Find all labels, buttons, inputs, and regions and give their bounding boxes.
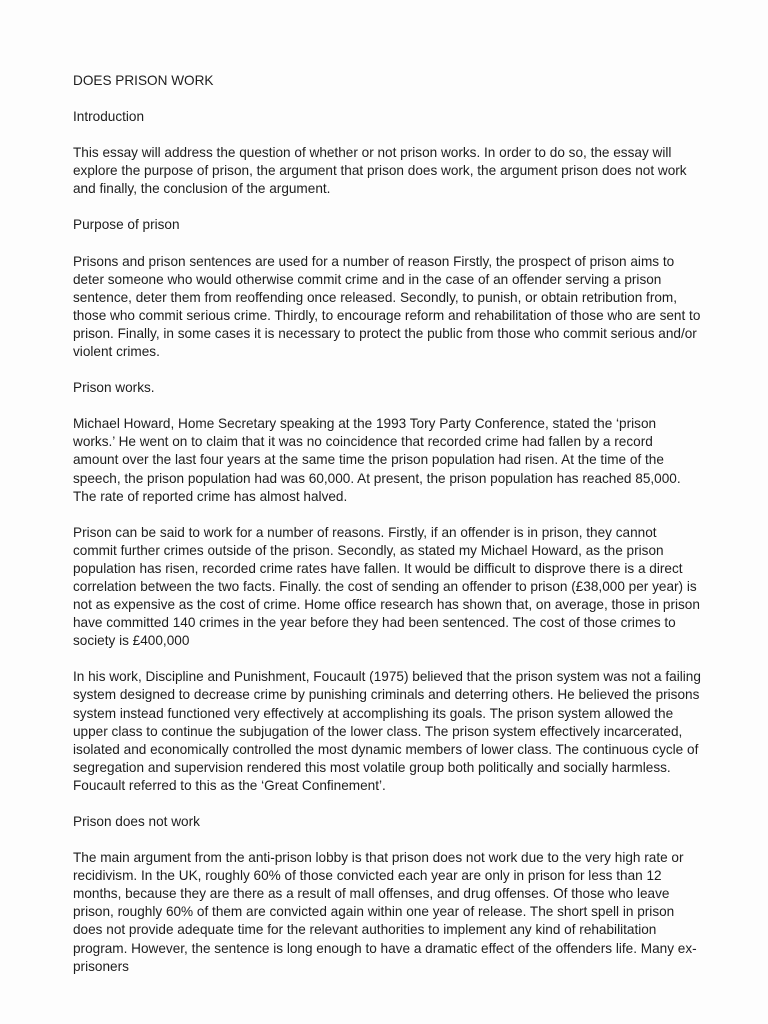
section-heading-prison-does-not-work: Prison does not work xyxy=(73,814,200,829)
document-title: DOES PRISON WORK xyxy=(73,73,214,88)
paragraph-introduction: This essay will address the question of whether or not prison works. In order to do so, the essay will explore the purpose of prison, the argument that prison does work, the argument prison does not work and finally, the conclusion of the argument. xyxy=(73,145,687,197)
paragraph-purpose-of-prison: Prisons and prison sentences are used for a number of reason Firstly, the prospect of prison aims to deter someone who would otherwise commit crime and in the case of an offender serving a prison sentence, deter them from reoffending once released. Secondly, to punish, or obtain retribution from, those who commit serious crime. Thirdly, to encourage reform and rehabilitation of those who are sent to prison. Finally, in some cases it is necessary to protect the public from those who commit serious and/or violent crimes. xyxy=(73,253,701,360)
section-heading-purpose-of-prison: Purpose of prison xyxy=(73,217,180,233)
document-body xyxy=(73,72,701,994)
section-heading-prison-works: Prison works. xyxy=(73,380,155,396)
paragraph-prison-works-3: In his work, Discipline and Punishment, Foucault (1975) believed that the prison system was not a failing system designed to decrease crime by punishing criminals and deterring others. He believed the prisons system instead functioned very effectively at accomplishing its goals. The prison system allowed the upper class to continue the subjugation of the lower class. The prison system effectively incarcerated, isolated and economically controlled the most dynamic members of lower class. The continuous cycle of segregation and supervision rendered this most volatile group both politically and socially harmless. Foucault referred to this as the ‘Great Confinement’. xyxy=(73,669,701,793)
paragraph-prison-works-2: Prison can be said to work for a number of reasons. Firstly, if an offender is in prison, they cannot commit further crimes outside of the prison. Secondly, as stated my Michael Howard, as the prison population has risen, recorded crime rates have fallen. It would be difficult to disprove there is a direct correlation between the two facts. Finally. the cost of sending an offender to prison (£38,000 per year) is not as expensive as the cost of crime. Home office research has shown that, on average, those in prison have committed 140 crimes in the year before they had been sentenced. The cost of those crimes to society is £400,000 xyxy=(73,524,700,649)
paragraph-prison-works-1: Michael Howard, Home Secretary speaking at the 1993 Tory Party Conference, stated the ‘prison works.’ He went on to claim that it was no coincidence that recorded crime had fallen by a record amount over the last four years at the same time the prison population had risen. At the time of the speech, the prison population had was 60,000. At present, the prison population has reached 85,000. The rate of reported crime has almost halved. xyxy=(73,416,681,504)
section-heading-introduction: Introduction xyxy=(73,109,145,125)
paragraph-prison-does-not-work: The main argument from the anti-prison lobby is that prison does not work due to the very high rate or recidivism. In the UK, roughly 60% of those convicted each year are only in prison for less than 12 months, because they are there as a result of mall offenses, and drug offenses. Of those who leave prison, roughly 60% of them are convicted again within one year of release. The short spell in prison does not provide adequate time for the relevant authorities to implement any kind of rehabilitation program. However, the sentence is long enough to have a dramatic effect of the offenders life. Many ex-prisoners xyxy=(73,850,697,974)
